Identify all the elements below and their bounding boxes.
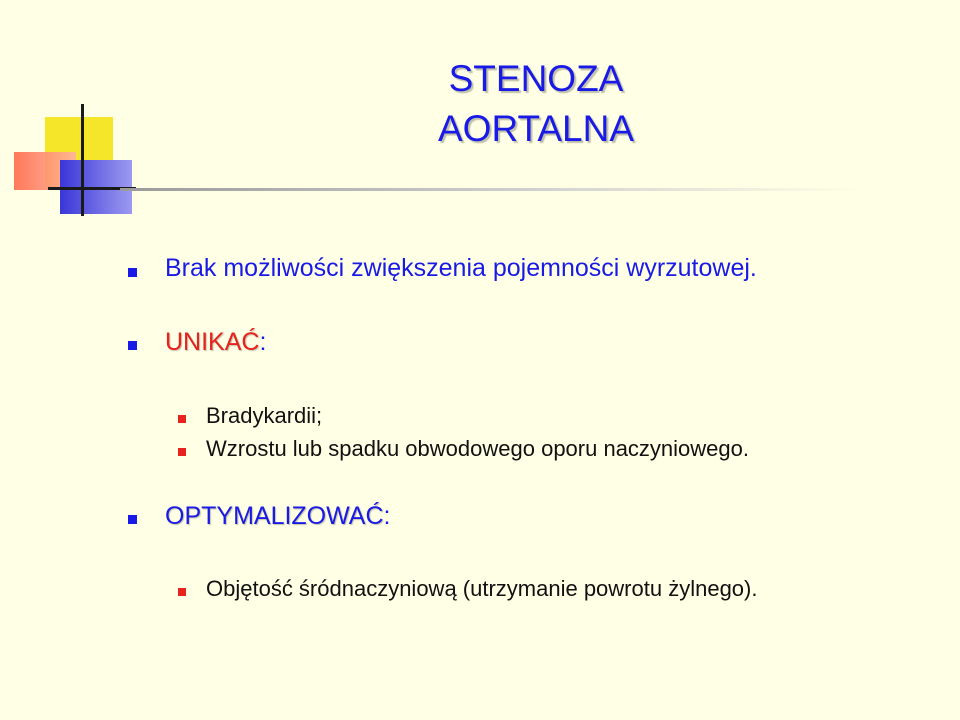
- avoid-label: UNIKAĆ: [165, 328, 260, 356]
- optimize-colon: :: [383, 502, 391, 530]
- avoid-item: Wzrostu lub spadku obwodowego oporu naczyniowego.: [206, 436, 749, 461]
- optimize-item: Objętość śródnaczyniową (utrzymanie powrotu żylnego).: [206, 576, 758, 601]
- avoid-colon: :: [259, 328, 267, 356]
- bullet-square-icon: [128, 341, 137, 350]
- sub-bullet-square-icon: [178, 448, 186, 456]
- sub-bullet-square-icon: [178, 415, 186, 423]
- logo-vertical-line: [81, 104, 84, 216]
- title-line-1: STENOZA: [448, 58, 624, 99]
- bullet-text-capacity: Brak możliwości zwiększenia pojemności wyrzutowej.: [165, 254, 757, 282]
- avoid-item: Bradykardii;: [206, 403, 323, 428]
- optimize-heading: [165, 500, 390, 532]
- avoid-heading: [165, 326, 266, 358]
- optimize-label: OPTYMALIZOWAĆ: [165, 502, 384, 530]
- sub-bullet-square-icon: [178, 588, 186, 596]
- bullet-square-icon: [128, 515, 137, 524]
- slide-title: [386, 54, 686, 154]
- bullet-square-icon: [128, 268, 137, 277]
- title-underline-rule: [120, 188, 860, 191]
- title-line-2: AORTALNA: [437, 108, 635, 149]
